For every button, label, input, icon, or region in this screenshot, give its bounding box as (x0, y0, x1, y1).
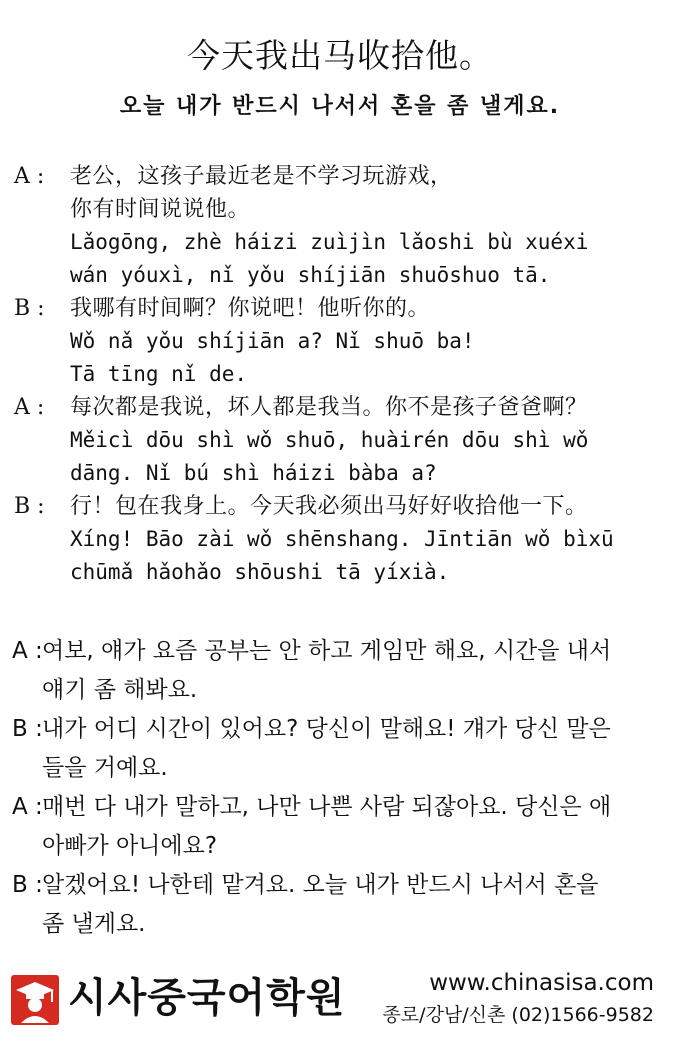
korean-line: 내가 어디 시간이 있어요? 당신이 말해요! 걔가 당신 말은 (42, 716, 611, 742)
title-korean: 오늘 내가 반드시 나서서 혼을 좀 낼게요. (119, 94, 561, 119)
korean-turn (12, 866, 672, 944)
pinyin-line: dāng. Nǐ bú shì háizi bàba a? (70, 461, 437, 485)
korean-line: 얘기 좀 해봐요. (42, 677, 198, 703)
pinyin-line: Wǒ nǎ yǒu shíjiān a? Nǐ shuō ba! (70, 329, 475, 353)
website-link[interactable]: www.chinasisa.com (429, 970, 654, 996)
dialogue-turn (14, 391, 670, 490)
korean-line: 아빠가 아니에요? (42, 833, 218, 859)
footer (0, 960, 680, 1040)
chinese-line: 你有时间说说他。 (70, 197, 251, 222)
speaker-label: B : (12, 716, 43, 742)
korean-line: 여보, 얘가 요즘 공부는 안 하고 게임만 해요, 시간을 내서 (42, 638, 612, 664)
pinyin-line: Xíng! Bāo zài wǒ shēnshang. Jīntiān wǒ bìxū (70, 527, 614, 551)
speaker-label: A : (12, 638, 43, 664)
korean-turn (12, 632, 672, 710)
korean-turn (12, 788, 672, 866)
speaker-label: A : (14, 395, 45, 420)
korean-line: 들을 거예요. (42, 755, 168, 781)
speaker-label: B : (14, 296, 45, 321)
title-chinese: 今天我出马收拾他。 (187, 36, 493, 75)
chinese-line: 我哪有时间啊？你说吧！他听你的。 (70, 296, 431, 321)
chinese-line: 老公，这孩子最近老是不学习玩游戏， (70, 164, 453, 189)
academy-logo-text: 시사중국어학원 (68, 975, 346, 1021)
pinyin-line: wán yóuxì, nǐ yǒu shíjiān shuōshuo tā. (70, 263, 551, 287)
korean-line: 좀 낼게요. (42, 911, 146, 937)
speaker-label: A : (12, 794, 43, 820)
pinyin-line: Měicì dōu shì wǒ shuō, huàirén dōu shì wǒ (70, 428, 589, 452)
pinyin-line: Lǎogōng, zhè háizi zuìjìn lǎoshi bù xuéxi (70, 230, 589, 254)
korean-line: 매번 다 내가 말하고, 나만 나쁜 사람 되잖아요. 당신은 애 (42, 794, 612, 820)
pinyin-line: chūmǎ hǎohǎo shōushi tā yíxià. (70, 560, 450, 584)
branch-contact: 종로/강남/신촌 (02)1566-9582 (382, 1004, 654, 1026)
dialogue-turn (14, 490, 670, 589)
chinese-dialogue (14, 160, 670, 589)
chinese-line: 行！包在我身上。今天我必须出马好好收拾他一下。 (70, 494, 588, 519)
speaker-label: B : (14, 494, 45, 519)
dialogue-turn (14, 160, 670, 292)
speaker-label: A : (14, 164, 45, 189)
korean-translation (12, 632, 672, 944)
chinese-line: 每次都是我说，坏人都是我当。你不是孩子爸爸啊？ (70, 395, 588, 420)
korean-line: 알겠어요! 나한테 맡겨요. 오늘 내가 반드시 나서서 혼을 (42, 872, 599, 898)
dialogue-turn (14, 292, 670, 391)
speaker-label: B : (12, 872, 43, 898)
pinyin-line: Tā tīng nǐ de. (70, 362, 248, 386)
graduation-cap-figure-icon (10, 974, 60, 1026)
korean-turn (12, 710, 672, 788)
